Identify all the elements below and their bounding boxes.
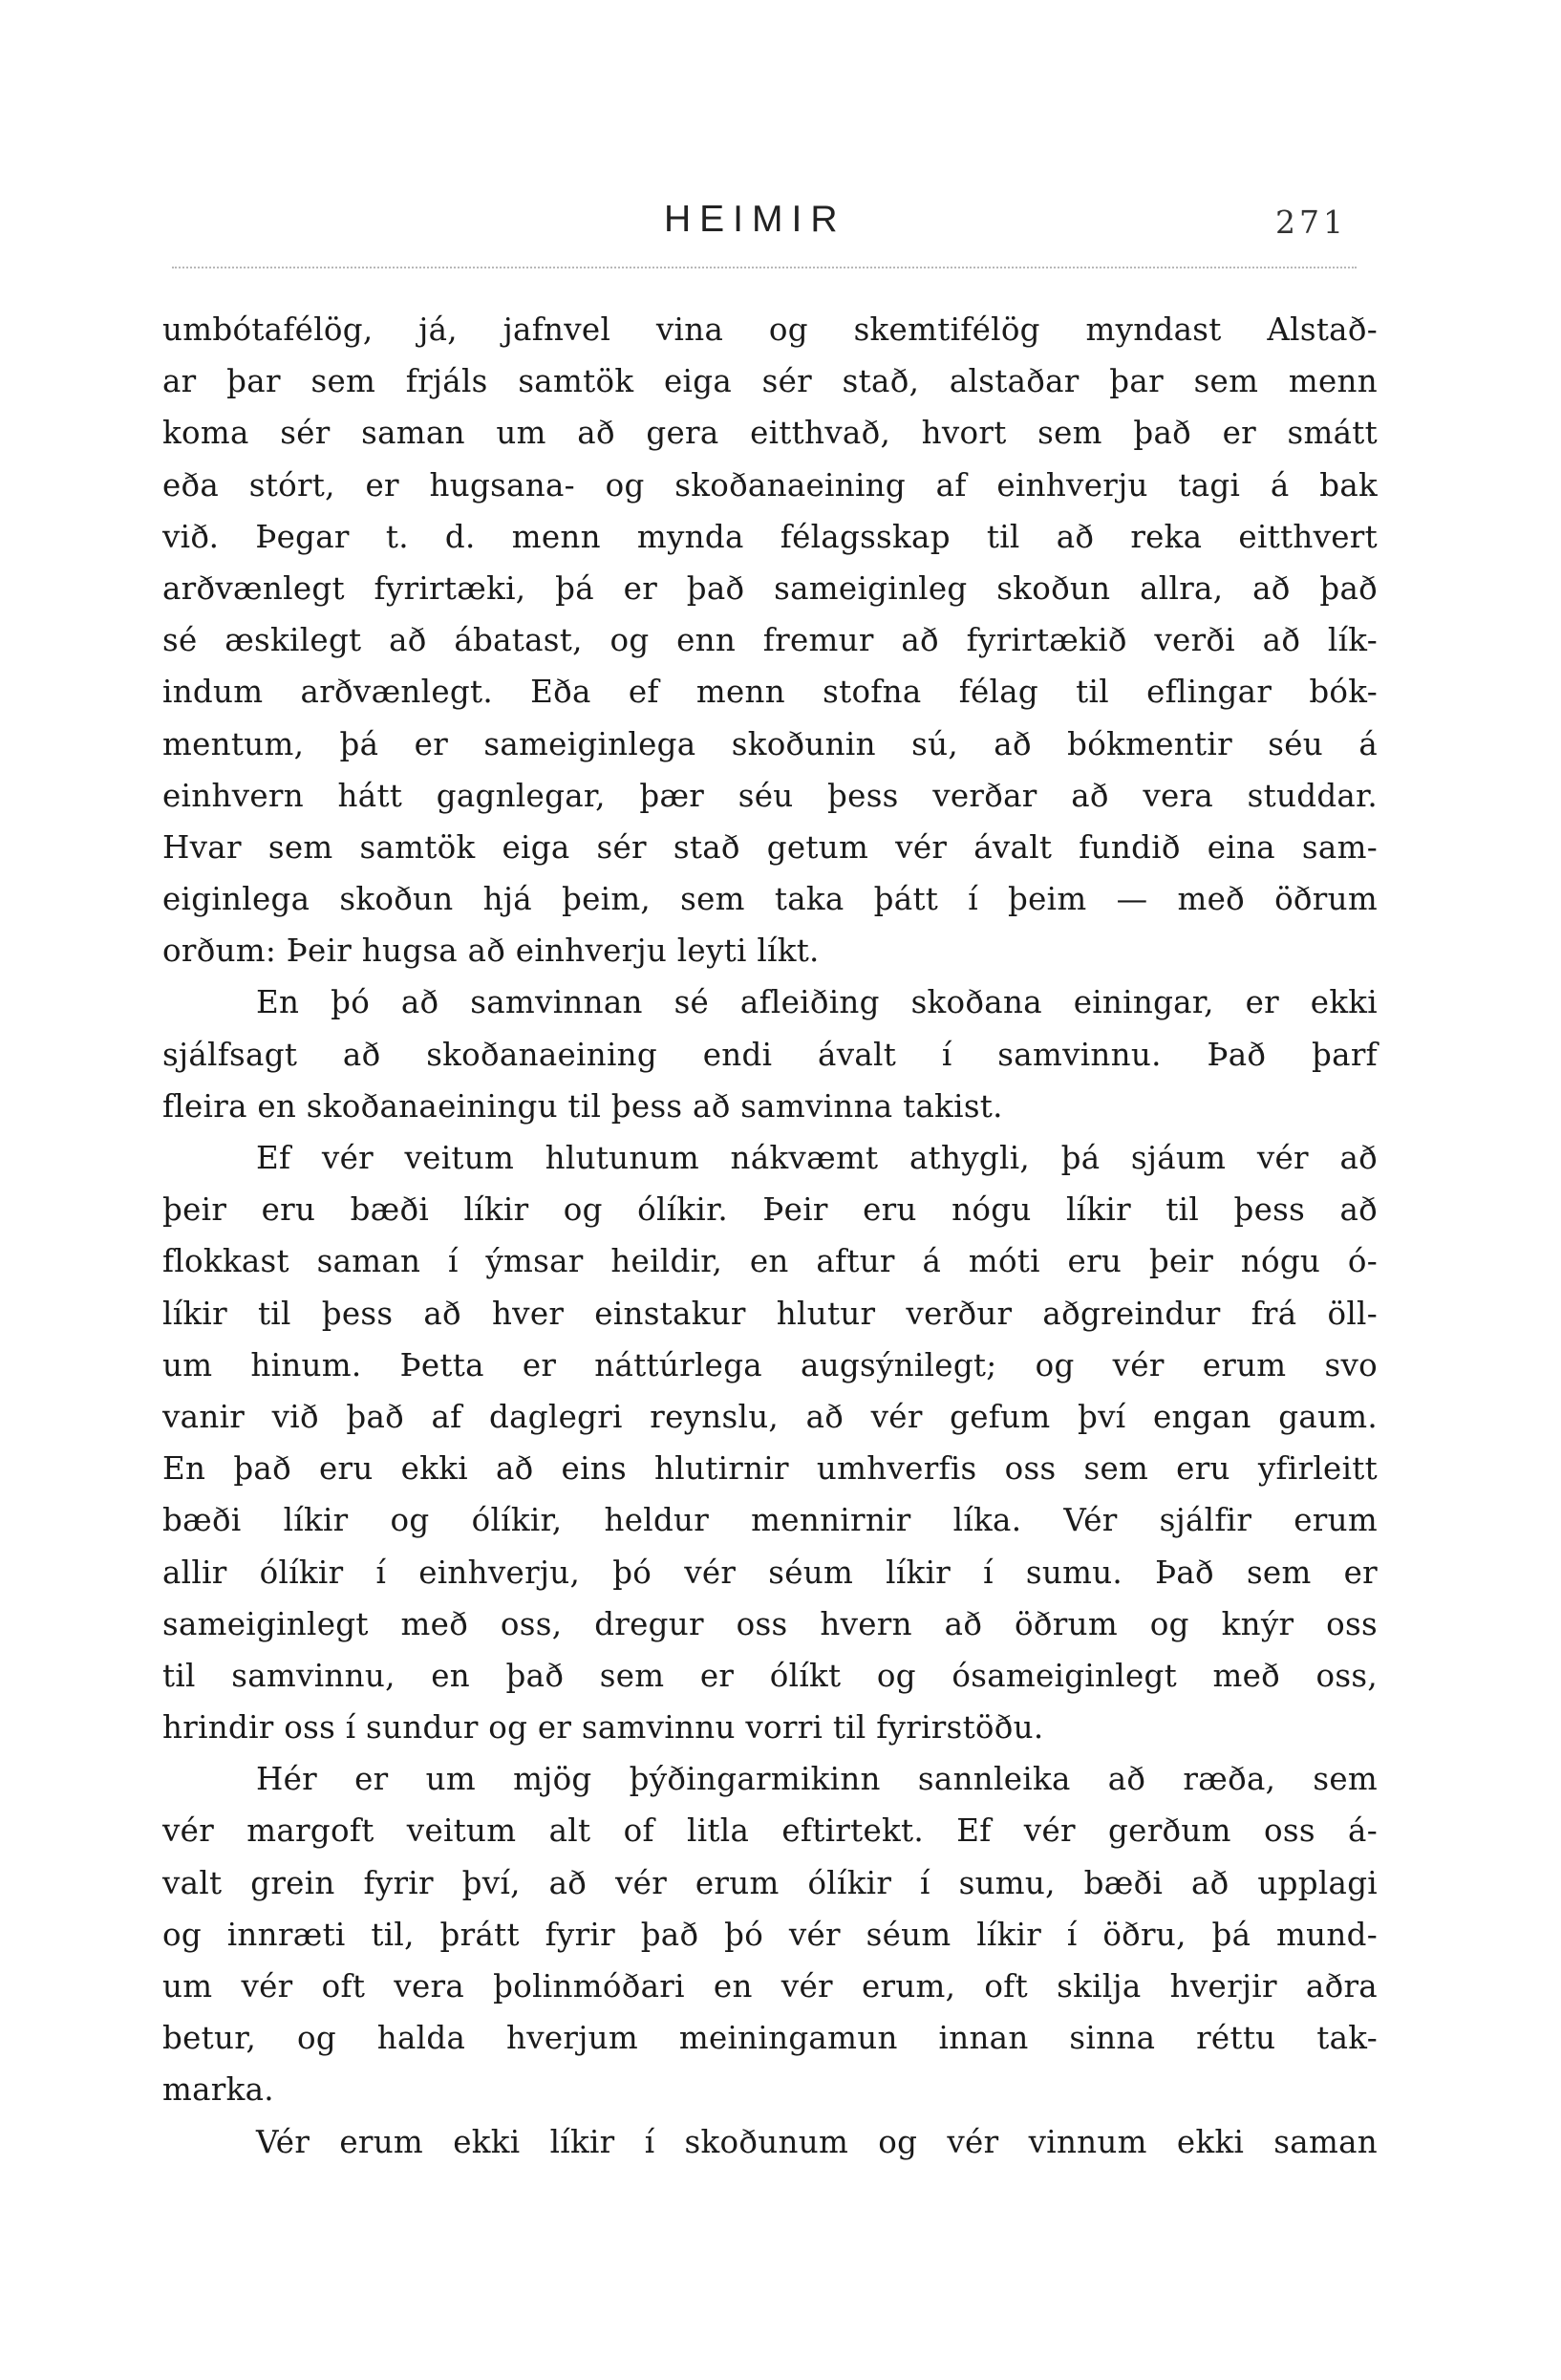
text-line: Vér erum ekki líkir í skoðunum og vér vinnum ekki saman <box>256 2123 1378 2160</box>
text-line: við. Þegar t. d. menn mynda félagsskap til að reka eitthvert <box>162 518 1378 555</box>
text-line: sameiginlegt með oss, dregur oss hvern að öðrum og knýr oss <box>162 1605 1378 1642</box>
text-line: vér margoft veitum alt of litla eftirtekt. Ef vér gerðum oss á- <box>162 1812 1378 1850</box>
text-line: orðum: Þeir hugsa að einhverju leyti líkt. <box>162 933 820 970</box>
text-line: mentum, þá er sameiginlega skoðunin sú, að bókmentir séu á <box>162 725 1378 762</box>
text-line: þeir eru bæði líkir og ólíkir. Þeir eru nógu líkir til þess að <box>162 1191 1378 1229</box>
page-number: 271 <box>1275 204 1347 241</box>
text-line: líkir til þess að hver einstakur hlutur verður aðgreindur frá öll- <box>162 1295 1378 1332</box>
text-line: En þó að samvinnan sé afleiðing skoðana einingar, er ekki <box>256 984 1378 1021</box>
text-line: Hvar sem samtök eiga sér stað getum vér ávalt fundið eina sam- <box>162 828 1378 866</box>
text-line: og innræti til, þrátt fyrir það þó vér séum líkir í öðru, þá mund- <box>162 1916 1378 1953</box>
text-line: marka. <box>162 2071 274 2109</box>
text-line: En það eru ekki að eins hlutirnir umhverfis oss sem eru yfirleitt <box>162 1450 1378 1488</box>
text-line: flokkast saman í ýmsar heildir, en aftur á móti eru þeir nógu ó- <box>162 1243 1378 1280</box>
text-line: koma sér saman um að gera eitthvað, hvort sem það er smátt <box>162 415 1378 452</box>
text-line: hrindir oss í sundur og er samvinnu vorri til fyrirstöðu. <box>162 1709 1044 1747</box>
text-line: eða stórt, er hugsana- og skoðanaeining af einhverju tagi á bak <box>162 466 1378 504</box>
text-line: sé æskilegt að ábatast, og enn fremur að fyrirtækið verði að lík- <box>162 622 1378 659</box>
text-line: eiginlega skoðun hjá þeim, sem taka þátt í þeim — með öðrum <box>162 881 1378 918</box>
text-line: Ef vér veitum hlutunum nákvæmt athygli, þá sjáum vér að <box>256 1140 1378 1176</box>
text-line: sjálfsagt að skoðanaeining endi ávalt í samvinnu. Það þarf <box>162 1036 1378 1073</box>
page-header <box>0 196 1561 253</box>
running-title: HEIMIR <box>664 199 846 240</box>
text-line: arðvænlegt fyrirtæki, þá er það sameiginleg skoðun allra, að það <box>162 569 1378 607</box>
text-line: vanir við það af daglegri reynslu, að vér gefum því engan gaum. <box>162 1398 1378 1435</box>
text-line: um hinum. Þetta er náttúrlega augsýnilegt; og vér erum svo <box>162 1346 1378 1383</box>
text-line: Hér er um mjög þýðingarmikinn sannleika að ræða, sem <box>256 1761 1378 1798</box>
text-line: allir ólíkir í einhverju, þó vér séum líkir í sumu. Það sem er <box>162 1554 1378 1591</box>
text-line: bæði líkir og ólíkir, heldur mennirnir líka. Vér sjálfir erum <box>162 1502 1378 1539</box>
text-line: ar þar sem frjáls samtök eiga sér stað, alstaðar þar sem menn <box>162 363 1378 400</box>
text-line: einhvern hátt gagnlegar, þær séu þess verðar að vera studdar. <box>162 777 1378 814</box>
body-text <box>162 304 1378 2168</box>
text-line: valt grein fyrir því, að vér erum ólíkir í sumu, bæði að upplagi <box>162 1864 1378 1901</box>
text-line: til samvinnu, en það sem er ólíkt og ósameiginlegt með oss, <box>162 1657 1378 1694</box>
header-rule <box>172 267 1357 268</box>
text-line: um vér oft vera þolinmóðari en vér erum, oft skilja hverjir aðra <box>162 1968 1378 2005</box>
text-line: fleira en skoðanaeiningu til þess að samvinna takist. <box>162 1087 1003 1125</box>
text-line: indum arðvænlegt. Eða ef menn stofna félag til eflingar bók- <box>162 674 1378 711</box>
text-line: umbótafélög, já, jafnvel vina og skemtifélög myndast Alstað- <box>162 311 1378 348</box>
text-line: betur, og halda hverjum meiningamun innan sinna réttu tak- <box>162 2020 1378 2057</box>
